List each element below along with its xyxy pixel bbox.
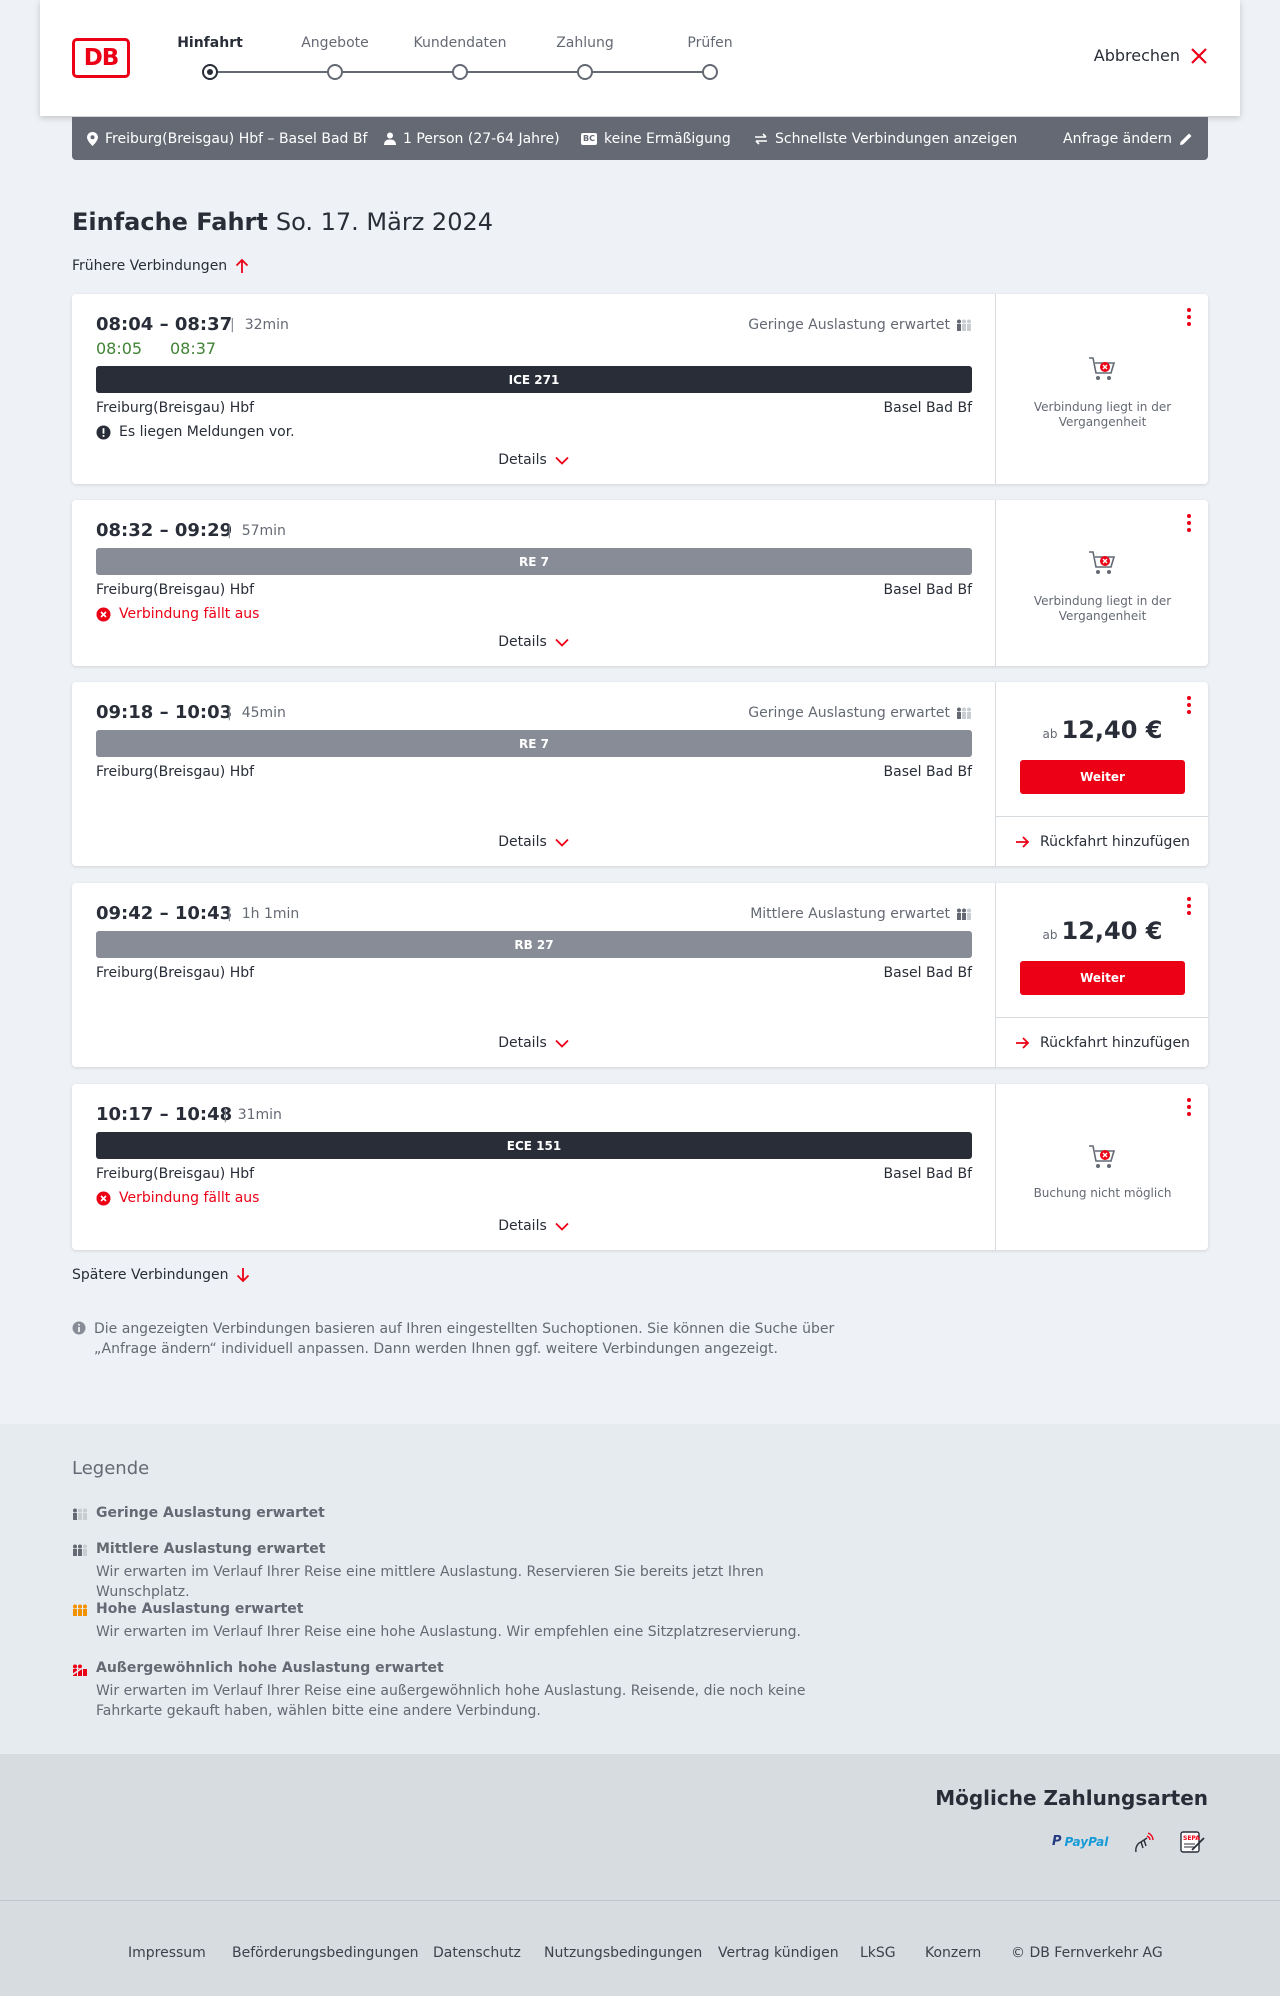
train-bar: RE 7 bbox=[96, 730, 972, 757]
load-label: Geringe Auslastung erwartet bbox=[748, 317, 950, 333]
connection-duration: | 32min bbox=[230, 317, 289, 333]
connection-card bbox=[72, 682, 1208, 866]
change-request-label: Anfrage ändern bbox=[1063, 130, 1172, 147]
cancellation-message bbox=[96, 1190, 259, 1206]
cart-unavailable-icon bbox=[1088, 356, 1116, 382]
info-text: Die angezeigten Verbindungen basieren auf Ihren eingestellten Suchoptionen. Sie können die Suche über „Anfrage ändern“ individuell anpassen. Dann werden Ihnen ggf. weitere Verbindungen angezeigt. bbox=[94, 1321, 835, 1357]
step-hinfahrt-label: Hinfahrt bbox=[177, 35, 243, 51]
arrow-down-icon bbox=[236, 1267, 250, 1283]
cancellation-text: Verbindung fällt aus bbox=[119, 606, 260, 622]
low-load-icon bbox=[956, 319, 972, 331]
connection-time: 08:32 – 09:29 bbox=[96, 520, 233, 541]
legend-item-title: Hohe Auslastung erwartet bbox=[96, 1601, 304, 1617]
footer-link-lksg[interactable]: LkSG bbox=[860, 1945, 896, 1961]
later-connections-label: Spätere Verbindungen bbox=[72, 1267, 229, 1283]
unavailable-status: Verbindung liegt in der Vergangenheit bbox=[1033, 594, 1172, 623]
weiter-button[interactable]: Weiter bbox=[1020, 760, 1185, 794]
cancel-circle-icon bbox=[96, 607, 111, 622]
details-toggle[interactable] bbox=[72, 1218, 995, 1234]
footer-link-vertrag-kuendigen[interactable]: Vertrag kündigen bbox=[718, 1945, 839, 1961]
later-connections-link[interactable] bbox=[72, 1267, 250, 1283]
arrival-station: Basel Bad Bf bbox=[883, 400, 972, 416]
load-indicator bbox=[750, 906, 972, 922]
connection-side bbox=[995, 682, 1208, 866]
price-prefix: ab bbox=[1042, 727, 1058, 741]
step-angebote-label: Angebote bbox=[301, 35, 369, 51]
location-pin-icon bbox=[87, 132, 98, 146]
footer-link-befoerderungsbedingungen[interactable]: Beförderungsbedingungen bbox=[232, 1945, 419, 1961]
price-value: 12,40 € bbox=[1061, 716, 1163, 744]
legend-item-desc: Wir erwarten im Verlauf Ihrer Reise eine außergewöhnlich hohe Auslastung. Reisende, die noch keine Fahrkarte gekauft haben, wählen bitte eine andere Verbindung. bbox=[96, 1683, 806, 1719]
connection-card bbox=[72, 294, 1208, 484]
legend-item-title: Mittlere Auslastung erwartet bbox=[96, 1541, 326, 1557]
weiter-button[interactable]: Weiter bbox=[1020, 961, 1185, 995]
travellers-text: 1 Person (27-64 Jahre) bbox=[403, 130, 560, 147]
payment-section bbox=[0, 1754, 1280, 1900]
chevron-down-icon bbox=[555, 456, 569, 465]
cart-unavailable-icon bbox=[1088, 1144, 1116, 1170]
arrival-station: Basel Bad Bf bbox=[883, 1166, 972, 1182]
connection-duration: | 31min bbox=[223, 1107, 282, 1123]
realtime-departure: 08:05 bbox=[96, 339, 143, 358]
load-label: Geringe Auslastung erwartet bbox=[748, 705, 950, 721]
medium-load-icon bbox=[72, 1544, 88, 1556]
departure-station: Freiburg(Breisgau) Hbf bbox=[96, 1166, 255, 1182]
info-message bbox=[96, 424, 295, 440]
arrival-station: Basel Bad Bf bbox=[883, 965, 972, 981]
add-return-trip-button[interactable] bbox=[996, 1017, 1209, 1067]
info-icon bbox=[72, 1321, 86, 1359]
more-options-icon[interactable] bbox=[1186, 514, 1192, 532]
legend-item-title: Außergewöhnlich hohe Auslastung erwartet bbox=[96, 1660, 444, 1676]
connection-side bbox=[995, 294, 1208, 484]
info-message-text: Es liegen Meldungen vor. bbox=[119, 424, 295, 440]
step-angebote-dot bbox=[327, 64, 343, 80]
low-load-icon bbox=[72, 1508, 88, 1520]
details-toggle[interactable] bbox=[72, 452, 995, 468]
footer-link-nutzungsbedingungen[interactable]: Nutzungsbedingungen bbox=[544, 1945, 703, 1961]
load-indicator bbox=[748, 705, 972, 721]
arrow-right-icon bbox=[1015, 1036, 1030, 1050]
step-pruefen-dot bbox=[702, 64, 718, 80]
details-label: Details bbox=[498, 834, 547, 850]
connection-main bbox=[72, 883, 995, 1067]
arrival-station: Basel Bad Bf bbox=[883, 764, 972, 780]
cancel-button[interactable] bbox=[1094, 46, 1208, 65]
page-title-trip-type: Einfache Fahrt bbox=[72, 208, 268, 236]
more-options-icon[interactable] bbox=[1186, 897, 1192, 915]
details-toggle[interactable] bbox=[72, 634, 995, 650]
arrow-up-icon bbox=[235, 258, 249, 274]
pencil-icon bbox=[1179, 132, 1193, 146]
legend-item-desc: Wir erwarten im Verlauf Ihrer Reise eine mittlere Auslastung. Reservieren Sie bereits jetzt Ihren Wunschplatz. bbox=[96, 1564, 764, 1600]
chevron-down-icon bbox=[555, 638, 569, 647]
details-label: Details bbox=[498, 634, 547, 650]
person-icon bbox=[384, 132, 396, 145]
low-load-icon bbox=[956, 707, 972, 719]
train-bar: RE 7 bbox=[96, 548, 972, 575]
swap-arrows-icon bbox=[754, 133, 768, 145]
load-label: Mittlere Auslastung erwartet bbox=[750, 906, 950, 922]
page-title-date: So. 17. März 2024 bbox=[275, 208, 494, 236]
sepa-icon bbox=[1180, 1830, 1206, 1854]
departure-station: Freiburg(Breisgau) Hbf bbox=[96, 400, 255, 416]
legend-item-title: Geringe Auslastung erwartet bbox=[96, 1505, 325, 1521]
more-options-icon[interactable] bbox=[1186, 308, 1192, 326]
add-return-trip-button[interactable] bbox=[996, 816, 1209, 866]
route-item bbox=[87, 117, 367, 160]
cancellation-message bbox=[96, 606, 259, 622]
arrow-right-icon bbox=[1015, 835, 1030, 849]
departure-station: Freiburg(Breisgau) Hbf bbox=[96, 965, 255, 981]
connection-time: 09:42 – 10:43 bbox=[96, 903, 233, 924]
arrival-station: Basel Bad Bf bbox=[883, 582, 972, 598]
train-bar: ECE 151 bbox=[96, 1132, 972, 1159]
search-info-note bbox=[72, 1319, 852, 1359]
price bbox=[996, 917, 1209, 945]
very-high-load-icon bbox=[72, 1663, 88, 1676]
mode-text: Schnellste Verbindungen anzeigen bbox=[775, 130, 1018, 147]
departure-station: Freiburg(Breisgau) Hbf bbox=[96, 764, 255, 780]
connection-main bbox=[72, 500, 995, 666]
chevron-down-icon bbox=[555, 838, 569, 847]
realtime-arrival: 08:37 bbox=[170, 339, 217, 358]
db-logo[interactable]: DB bbox=[72, 38, 130, 78]
travellers-item bbox=[384, 117, 560, 160]
page-title bbox=[72, 208, 493, 236]
legend-title: Legende bbox=[72, 1458, 150, 1479]
high-load-icon bbox=[72, 1604, 88, 1616]
footer-link-impressum[interactable]: Impressum bbox=[128, 1945, 206, 1961]
earlier-connections-label: Frühere Verbindungen bbox=[72, 258, 228, 274]
paypal-label: PayPal bbox=[1064, 1834, 1109, 1849]
copyright: © DB Fernverkehr AG bbox=[1011, 1945, 1163, 1961]
legend-section bbox=[0, 1424, 1280, 1754]
step-kundendaten-label: Kundendaten bbox=[413, 35, 507, 51]
request-bar bbox=[72, 117, 1208, 160]
connection-card bbox=[72, 500, 1208, 666]
footer bbox=[0, 1900, 1280, 1996]
unavailable-status: Verbindung liegt in der Vergangenheit bbox=[1033, 400, 1172, 429]
add-return-trip-label: Rückfahrt hinzufügen bbox=[1040, 1034, 1190, 1051]
sepa-label: SEPA bbox=[1183, 1835, 1200, 1842]
legend-item-desc: Wir erwarten im Verlauf Ihrer Reise eine hohe Auslastung. Wir empfehlen eine Sitzplatzreservierung. bbox=[96, 1624, 801, 1640]
connection-main bbox=[72, 1084, 995, 1250]
step-pruefen-label: Prüfen bbox=[687, 35, 733, 51]
details-label: Details bbox=[498, 452, 547, 468]
footer-link-konzern[interactable]: Konzern bbox=[925, 1945, 982, 1961]
price bbox=[996, 716, 1209, 744]
earlier-connections-link[interactable] bbox=[72, 258, 249, 274]
connection-side bbox=[995, 1084, 1208, 1250]
route-text: Freiburg(Breisgau) Hbf – Basel Bad Bf bbox=[105, 130, 368, 147]
connection-main bbox=[72, 682, 995, 866]
discount-text: keine Ermäßigung bbox=[603, 130, 731, 147]
cancel-circle-icon bbox=[96, 1191, 111, 1206]
cancellation-text: Verbindung fällt aus bbox=[119, 1190, 260, 1206]
connection-side bbox=[995, 500, 1208, 666]
price-prefix: ab bbox=[1042, 928, 1058, 942]
price-value: 12,40 € bbox=[1061, 917, 1163, 945]
footer-link-datenschutz[interactable]: Datenschutz bbox=[433, 1945, 521, 1961]
payment-title: Mögliche Zahlungsarten bbox=[935, 1786, 1208, 1810]
connection-time: 08:04 – 08:37 bbox=[96, 314, 233, 335]
header bbox=[40, 0, 1240, 116]
medium-load-icon bbox=[956, 908, 972, 920]
departure-station: Freiburg(Breisgau) Hbf bbox=[96, 582, 255, 598]
more-options-icon[interactable] bbox=[1186, 696, 1192, 714]
load-indicator bbox=[748, 317, 972, 333]
connection-card bbox=[72, 883, 1208, 1067]
step-kundendaten-dot bbox=[452, 64, 468, 80]
cancel-label: Abbrechen bbox=[1093, 46, 1180, 65]
details-label: Details bbox=[498, 1218, 547, 1234]
bahncard-icon: BC bbox=[583, 133, 595, 143]
connection-side bbox=[995, 883, 1208, 1067]
connection-time: 10:17 – 10:48 bbox=[96, 1104, 233, 1125]
details-toggle[interactable] bbox=[72, 1035, 995, 1051]
contactless-hand-icon bbox=[1132, 1830, 1156, 1854]
mode-item bbox=[754, 117, 1017, 160]
step-zahlung-dot bbox=[577, 64, 593, 80]
chevron-down-icon bbox=[555, 1222, 569, 1231]
alert-icon bbox=[96, 425, 111, 440]
details-toggle[interactable] bbox=[72, 834, 995, 850]
train-bar: ICE 271 bbox=[96, 366, 972, 393]
connection-time: 09:18 – 10:03 bbox=[96, 702, 233, 723]
connection-duration: | 57min bbox=[227, 523, 286, 539]
change-request-button[interactable] bbox=[1063, 117, 1193, 160]
connection-main bbox=[72, 294, 995, 484]
step-zahlung-label: Zahlung bbox=[556, 35, 614, 51]
chevron-down-icon bbox=[555, 1039, 569, 1048]
more-options-icon[interactable] bbox=[1186, 1098, 1192, 1116]
step-hinfahrt-dot bbox=[202, 64, 218, 80]
train-bar: RB 27 bbox=[96, 931, 972, 958]
paypal-icon: P PayPal bbox=[1052, 1834, 1109, 1849]
connection-duration: | 1h 1min bbox=[227, 906, 299, 922]
connection-duration: | 45min bbox=[227, 705, 286, 721]
details-label: Details bbox=[498, 1035, 547, 1051]
unavailable-status: Buchung nicht möglich bbox=[1033, 1186, 1172, 1200]
close-icon bbox=[1190, 47, 1208, 65]
connection-card bbox=[72, 1084, 1208, 1250]
add-return-trip-label: Rückfahrt hinzufügen bbox=[1040, 833, 1190, 850]
discount-item bbox=[581, 117, 731, 160]
cart-unavailable-icon bbox=[1088, 550, 1116, 576]
